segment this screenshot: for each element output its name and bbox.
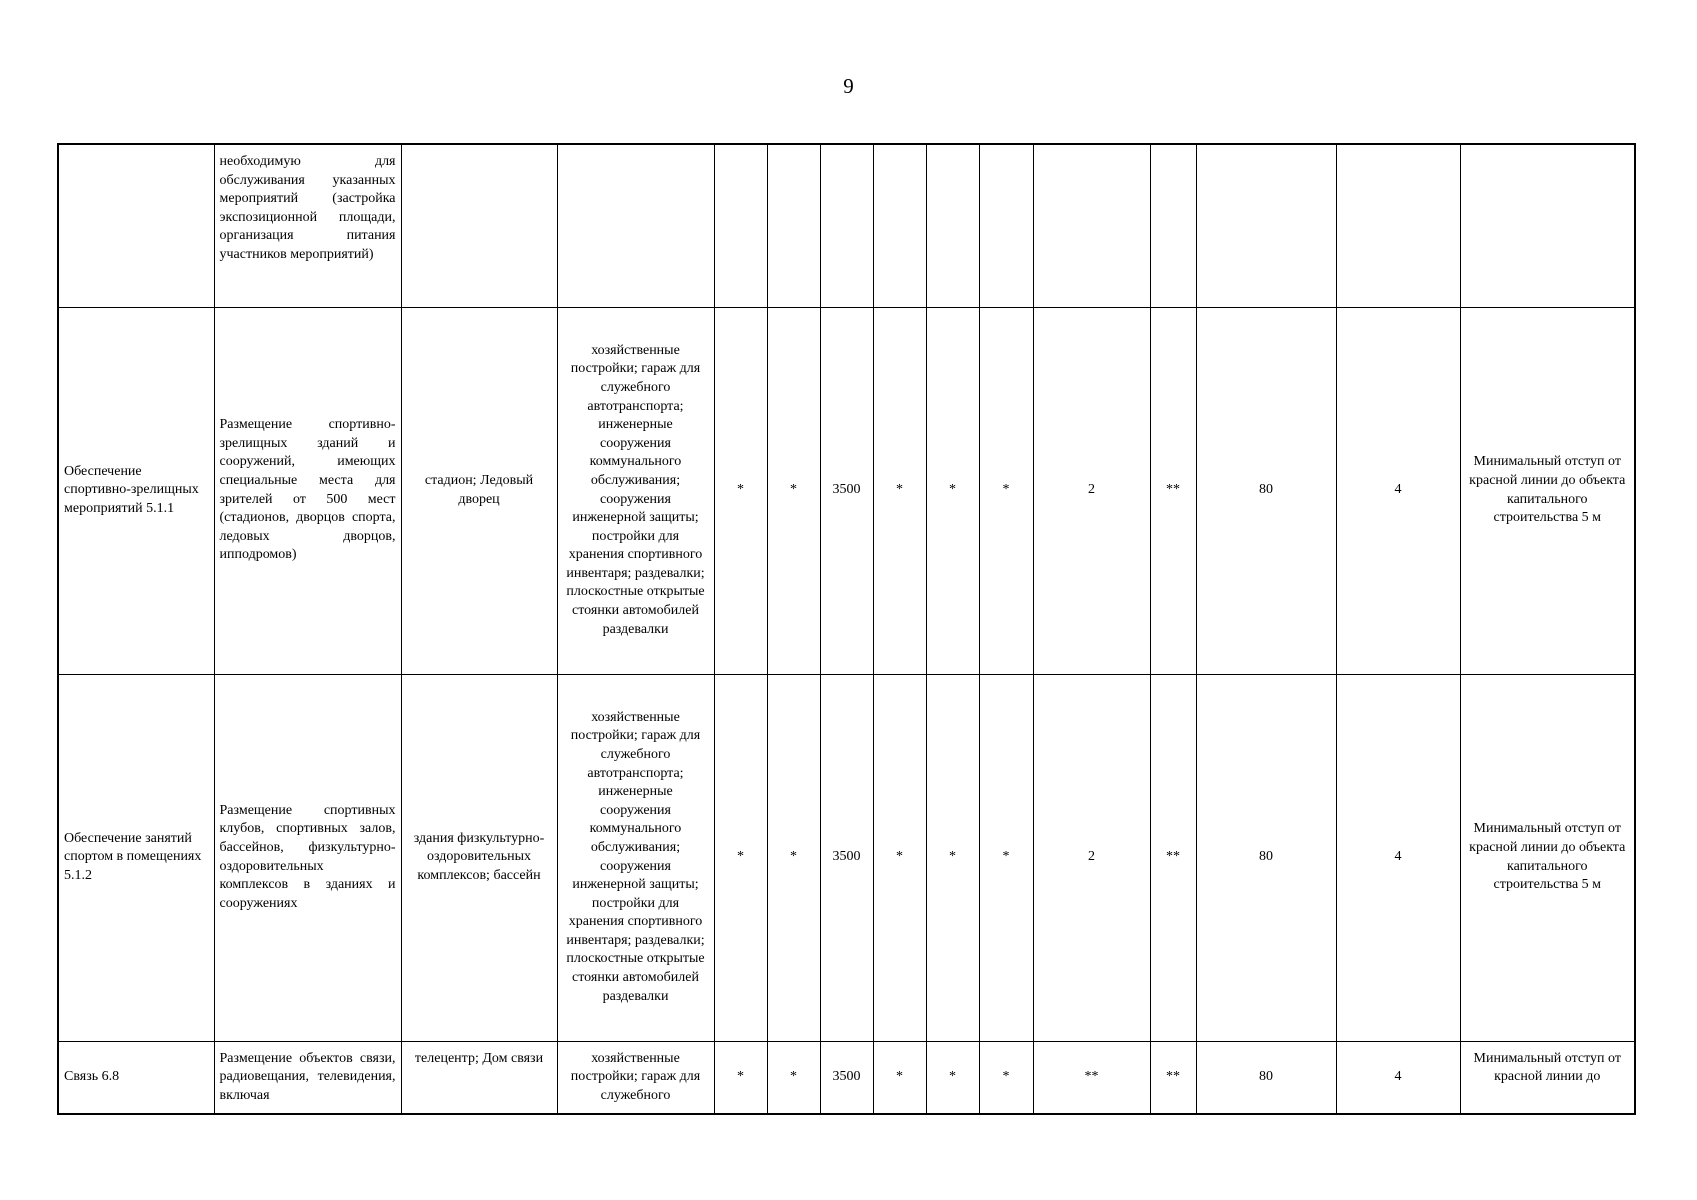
main-objects-cell: телецентр; Дом связи (401, 1041, 557, 1114)
page-number: 9 (843, 74, 854, 98)
param-cell-9: 80 (1196, 307, 1336, 674)
param-cell-7: 2 (1033, 674, 1150, 1041)
param-cell-2: * (767, 307, 820, 674)
use-description-cell: Размещение спортивно-зрелищных зданий и сооружений, имеющих специальные места для зрителей от 500 мест (стадионов, дворцов спорта, ледовых дворцов, ипподромов) (214, 307, 401, 674)
param-cell-4: * (873, 1041, 926, 1114)
param-cell-8: ** (1150, 674, 1196, 1041)
param-cell-5 (926, 144, 979, 307)
param-cell-9: 80 (1196, 674, 1336, 1041)
param-cell-7: 2 (1033, 307, 1150, 674)
param-cell-5: * (926, 674, 979, 1041)
param-cell-10: 4 (1336, 1041, 1460, 1114)
main-objects-cell (401, 144, 557, 307)
param-cell-4: * (873, 307, 926, 674)
param-cell-8 (1150, 144, 1196, 307)
auxiliary-objects-cell: хозяйственные постройки; гараж для служебного автотранспорта; инженерные сооружения коммунального обслуживания; сооружения инженерной защиты; постройки для хранения спортивного инвентаря; раздевалки; плоскостные открытые стоянки автомобилей раздевалки (557, 307, 714, 674)
use-name-cell: Связь 6.8 (58, 1041, 214, 1114)
param-cell-2 (767, 144, 820, 307)
main-objects-cell: стадион; Ледовый дворец (401, 307, 557, 674)
main-objects-cell: здания физкультурно-оздоровительных комплексов; бассейн (401, 674, 557, 1041)
table-row (58, 1041, 1635, 1114)
use-description-cell: необходимую для обслуживания указанных мероприятий (застройка экспозиционной площади, организация питания участников мероприятий) (214, 144, 401, 307)
auxiliary-objects-cell: хозяйственные постройки; гараж для служебного (557, 1041, 714, 1114)
land-use-regulations-table (57, 143, 1636, 1115)
param-cell-1: * (714, 1041, 767, 1114)
param-cell-4 (873, 144, 926, 307)
note-cell: Минимальный отступ от красной линии до объекта капитального строительства 5 м (1460, 674, 1635, 1041)
param-cell-8: ** (1150, 307, 1196, 674)
note-cell (1460, 144, 1635, 307)
note-cell: Минимальный отступ от красной линии до (1460, 1041, 1635, 1114)
auxiliary-objects-cell (557, 144, 714, 307)
param-cell-8: ** (1150, 1041, 1196, 1114)
param-cell-6: * (979, 674, 1033, 1041)
param-cell-1: * (714, 307, 767, 674)
param-cell-10: 4 (1336, 307, 1460, 674)
param-cell-3: 3500 (820, 307, 873, 674)
param-cell-3: 3500 (820, 674, 873, 1041)
use-name-cell: Обеспечение занятий спортом в помещениях 5.1.2 (58, 674, 214, 1041)
table-row (58, 307, 1635, 674)
table-row (58, 144, 1635, 307)
param-cell-6 (979, 144, 1033, 307)
param-cell-7 (1033, 144, 1150, 307)
param-cell-1 (714, 144, 767, 307)
param-cell-6: * (979, 1041, 1033, 1114)
param-cell-7: ** (1033, 1041, 1150, 1114)
use-name-cell: Обеспечение спортивно-зрелищных мероприятий 5.1.1 (58, 307, 214, 674)
param-cell-2: * (767, 1041, 820, 1114)
param-cell-9: 80 (1196, 1041, 1336, 1114)
param-cell-10: 4 (1336, 674, 1460, 1041)
use-description-cell: Размещение спортивных клубов, спортивных залов, бассейнов, физкультурно-оздоровительных комплексов в зданиях и сооружениях (214, 674, 401, 1041)
param-cell-5: * (926, 1041, 979, 1114)
param-cell-10 (1336, 144, 1460, 307)
param-cell-3: 3500 (820, 1041, 873, 1114)
param-cell-1: * (714, 674, 767, 1041)
auxiliary-objects-cell: хозяйственные постройки; гараж для служебного автотранспорта; инженерные сооружения коммунального обслуживания; сооружения инженерной защиты; постройки для хранения спортивного инвентаря; раздевалки; плоскостные открытые стоянки автомобилей раздевалки (557, 674, 714, 1041)
param-cell-4: * (873, 674, 926, 1041)
param-cell-2: * (767, 674, 820, 1041)
param-cell-6: * (979, 307, 1033, 674)
use-name-cell (58, 144, 214, 307)
param-cell-3 (820, 144, 873, 307)
note-cell: Минимальный отступ от красной линии до объекта капитального строительства 5 м (1460, 307, 1635, 674)
param-cell-9 (1196, 144, 1336, 307)
table-row (58, 674, 1635, 1041)
use-description-cell: Размещение объектов связи, радиовещания, телевидения, включая (214, 1041, 401, 1114)
param-cell-5: * (926, 307, 979, 674)
